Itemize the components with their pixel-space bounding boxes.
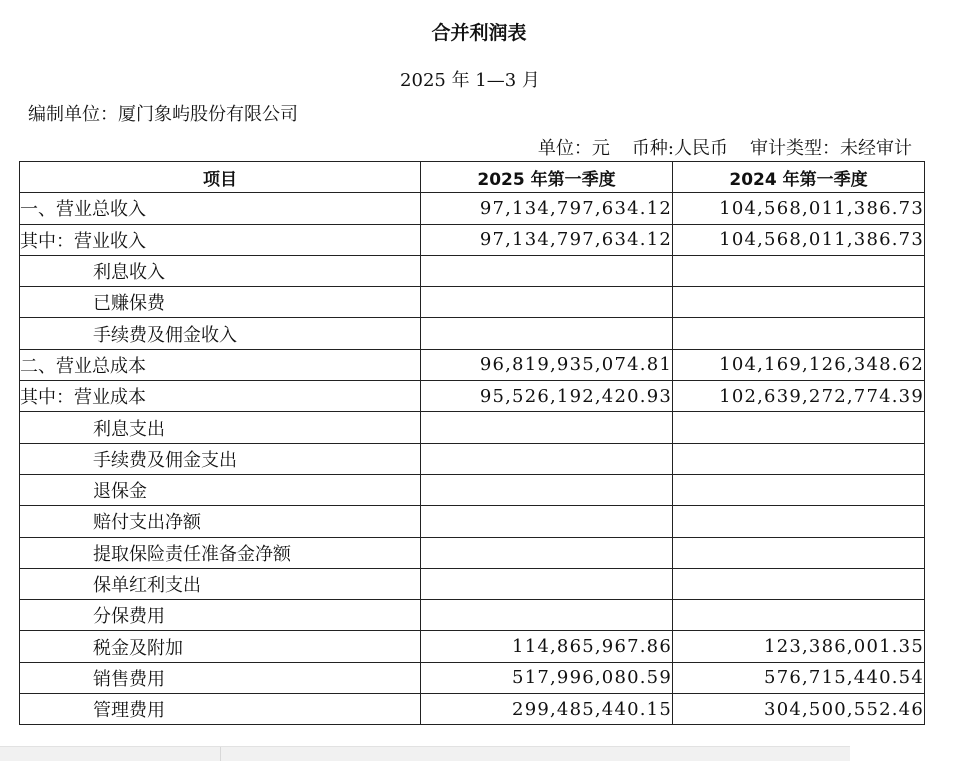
row-prior-value [673,255,925,286]
row-item: 利息支出 [20,412,421,443]
row-prior-value [673,318,925,349]
row-prior-value [673,443,925,474]
table-row [20,255,925,286]
row-prior-value: 576,715,440.54 [673,662,925,693]
table-row [20,318,925,349]
row-prior-value [673,412,925,443]
row-prior-value [673,537,925,568]
row-item: 提取保险责任准备金净额 [20,537,421,568]
income-statement-table [19,161,925,725]
row-current-value: 299,485,440.15 [421,694,673,725]
table-row [20,224,925,255]
header-item: 项目 [20,162,421,193]
row-current-value: 517,996,080.59 [421,662,673,693]
row-item: 管理费用 [20,694,421,725]
row-item: 销售费用 [20,662,421,693]
row-current-value [421,600,673,631]
row-current-value [421,506,673,537]
unit-label: 单位：元 [537,138,610,159]
row-prior-value: 104,568,011,386.73 [673,193,925,224]
row-item: 税金及附加 [20,631,421,662]
toolbar-divider [220,747,221,761]
row-current-value [421,568,673,599]
row-item: 退保金 [20,474,421,505]
row-current-value [421,287,673,318]
table-row [20,506,925,537]
row-current-value [421,412,673,443]
row-current-value [421,318,673,349]
table-row [20,443,925,474]
table-row [20,193,925,224]
row-current-value: 95,526,192,420.93 [421,381,673,412]
table-row [20,694,925,725]
table-row [20,287,925,318]
table-row [20,537,925,568]
row-prior-value [673,287,925,318]
table-row [20,381,925,412]
reporting-entity: 编制单位：厦门象屿股份有限公司 [28,104,298,125]
row-item: 手续费及佣金支出 [20,443,421,474]
row-current-value [421,537,673,568]
header-current-period: 2025 年第一季度 [421,162,673,193]
viewer-bottom-toolbar [0,746,850,761]
reporting-period: 2025 年 1—3 月 [400,70,540,91]
audit-type-label: 审计类型：未经审计 [750,138,912,159]
row-item: 手续费及佣金收入 [20,318,421,349]
statement-title: 合并利润表 [431,22,527,44]
row-current-value: 114,865,967.86 [421,631,673,662]
table-row [20,568,925,599]
row-item: 利息收入 [20,255,421,286]
currency-label: 币种:人民币 [631,138,728,159]
row-item: 分保费用 [20,600,421,631]
row-current-value [421,255,673,286]
row-prior-value: 102,639,272,774.39 [673,381,925,412]
row-current-value [421,474,673,505]
table-row [20,412,925,443]
row-item: 二、营业总成本 [20,349,421,380]
row-prior-value: 123,386,001.35 [673,631,925,662]
row-current-value: 97,134,797,634.12 [421,193,673,224]
header-prior-period: 2024 年第一季度 [673,162,925,193]
table-row [20,349,925,380]
row-prior-value [673,474,925,505]
table-row [20,631,925,662]
row-item: 保单红利支出 [20,568,421,599]
row-prior-value: 104,568,011,386.73 [673,224,925,255]
table-row [20,600,925,631]
table-row [20,474,925,505]
table-row [20,662,925,693]
row-item: 一、营业总收入 [20,193,421,224]
row-current-value: 97,134,797,634.12 [421,224,673,255]
table-header-row [20,162,925,193]
unit-info-line [538,134,912,160]
row-prior-value [673,568,925,599]
row-prior-value [673,600,925,631]
row-prior-value: 104,169,126,348.62 [673,349,925,380]
row-item: 已赚保费 [20,287,421,318]
row-prior-value: 304,500,552.46 [673,694,925,725]
row-item: 其中：营业收入 [20,224,421,255]
row-item: 其中：营业成本 [20,381,421,412]
row-prior-value [673,506,925,537]
row-item: 赔付支出净额 [20,506,421,537]
row-current-value: 96,819,935,074.81 [421,349,673,380]
row-current-value [421,443,673,474]
